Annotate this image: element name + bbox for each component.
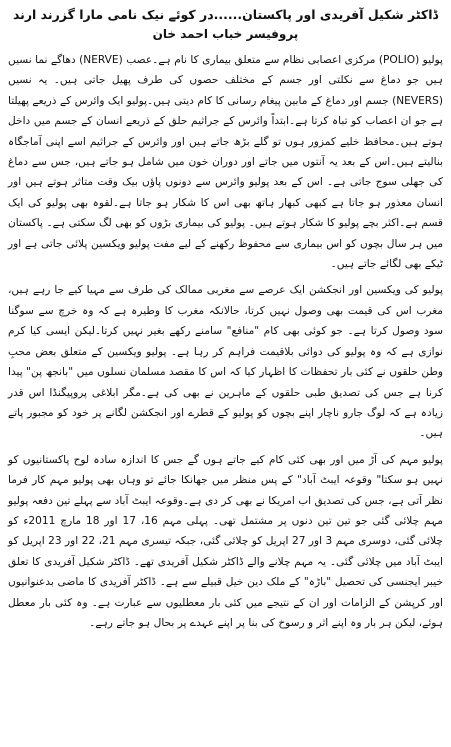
article-headline: ڈاکٹر شکیل آفریدی اور پاکستان......در کوئے نیک نامی مارا گزرند ارند xyxy=(12,7,439,22)
article-paragraph: پولیو کی ویکسین اور انجکشن ایک عرصے سے مغربی ممالک کی طرف سے مہیا کیے جا رہے ہیں، مغرب اس کی قیمت بھی وصول نہیں کرتا، حالانکہ مغرب کا وطیرہ ہے کہ وہ خرچ سے سوگنا سود وصول کرتا ہے۔ جو کوئی بھی کام "منافع" سامنے رکھے بغیر نہیں کرتا۔لیکن ایسی کیا کرم نوازی ہے کہ وہ پولیو کی دوائی بلاقیمت فراہم کر رہا ہے۔ پولیو ویکسین کے متعلق بعض محبِ وطن حلقوں نے کئی بار تحفظات کا اظہار کیا کہ اس کا مقصد مسلمان نسلوں میں "بانجھ پن" پیدا کرنا ہے جس کی تصدیق طبی حلقوں کے ماہرین نے بھی کی ہے۔مگر ابلاغی پروپیگنڈا اس قدر زیادہ ہے کہ لوگ جارو ناچار اپنے بچوں کو پولیو کے قطرے اور انجکشن لگانے پر خود کو مجبور پاتے ہیں۔ xyxy=(8,284,443,440)
article-paragraph: پولیو مہم کی آڑ میں اور بھی کئی کام کیے جاتے ہوں گے جس کا اندازہ سادہ لوح پاکستانیوں کو نہیں ہو سکتا" وقوعہ ایبٹ آباد" کے پس منظر میں جھانکا جائے تو وہاں بھی پولیو مہم کار فرما نظر آتی ہے، جس کی تصدیق اب امریکا نے بھی کر دی ہے۔وقوعہ ایبٹ آباد سے پہلے تین دفعہ پولیو مہم چلائی گئی جو تین تین دنوں پر مشتمل تھی۔ پہلی مہم 16، 17 اور 18 مارچ 2011ء کو چلائی گئی، دوسری مہم 3 اور 27 اپریل کو چلائی گئی، جبکہ تیسری مہم 21، 22 اور 23 اپریل کو ایبٹ آباد میں چلائی گئی۔ یہ مہم چلانے والے ڈاکٹر شکیل آفریدی تھے۔ ڈاکٹر شکیل آفریدی کا تعلق خیبر ایجنسی کی تحصیل "باڑہ" کے ملک دین خیل قبیلے سے ہے۔ ڈاکٹر آفریدی کا ماضی بدعنوانیوں اور کرپشن کے الزامات اور ان کے نتیجے میں کئی بار معطلیوں سے عبارت ہے۔ وہ کئی بار معطل ہوئے، لیکن ہر بار وہ اپنے اثر و رسوخ کی بنا پر اپنے عہدے پر بحال ہو جاتے رہے۔ xyxy=(8,453,443,629)
article-paragraph: پولیو (POLIO) مرکزی اعصابی نظام سے متعلق بیماری کا نام ہے۔عصب (NERVE) دھاگے نما نسیں ہیں جو دماغ سے نکلتی اور جسم کے مختلف حصوں کی طرف پھیل جاتی ہیں۔ یہ نسیں (NEVERS) جسم اور دماغ کے مابین پیغام رسانی کا کام دیتی ہیں۔پولیو ایک وائرس کے ذریعے پھیلتا ہے جو ان اعصاب کو تباہ کرتا ہے۔ابتداً وائرس کے جراثیم حلق کے ذریعے انسان کے جسم میں داخل ہوتے ہیں۔محافظ خلیے کمزور ہوں تو گلے بڑھ جاتے ہیں اور وائرس کے جراثیم اسے اپنی آماجگاہ بنالیتے ہیں۔اس کے بعد یہ آنتوں میں جاتے اور دوران خون میں شامل ہو جاتے ہیں، جس سے دماغ کی جھلی سوج جاتی ہے۔ اس کے بعد پولیو وائرس سے دونوں پاؤں بیک وقت متاثر ہوتے ہیں اور انسان معذور ہو جاتا ہے کبھی کبھار ہاتھ بھی اس کا شکار ہو جاتا ہے۔لقوہ بھی پولیو کی ایک قسم ہے۔اکثر بچے پولیو کا شکار ہوتے ہیں۔ پولیو کی بیماری بڑوں کو بھی لگ سکتی ہے۔ پاکستان میں ہر سال بچوں کو اس بیماری سے محفوظ رکھنے کے لیے مفت پولیو ویکسین پلائی جاتی ہے اور ٹیکے بھی لگائے جاتے ہیں۔ xyxy=(8,54,443,271)
article-byline: پروفیسر خباب احمد خان xyxy=(152,27,299,41)
